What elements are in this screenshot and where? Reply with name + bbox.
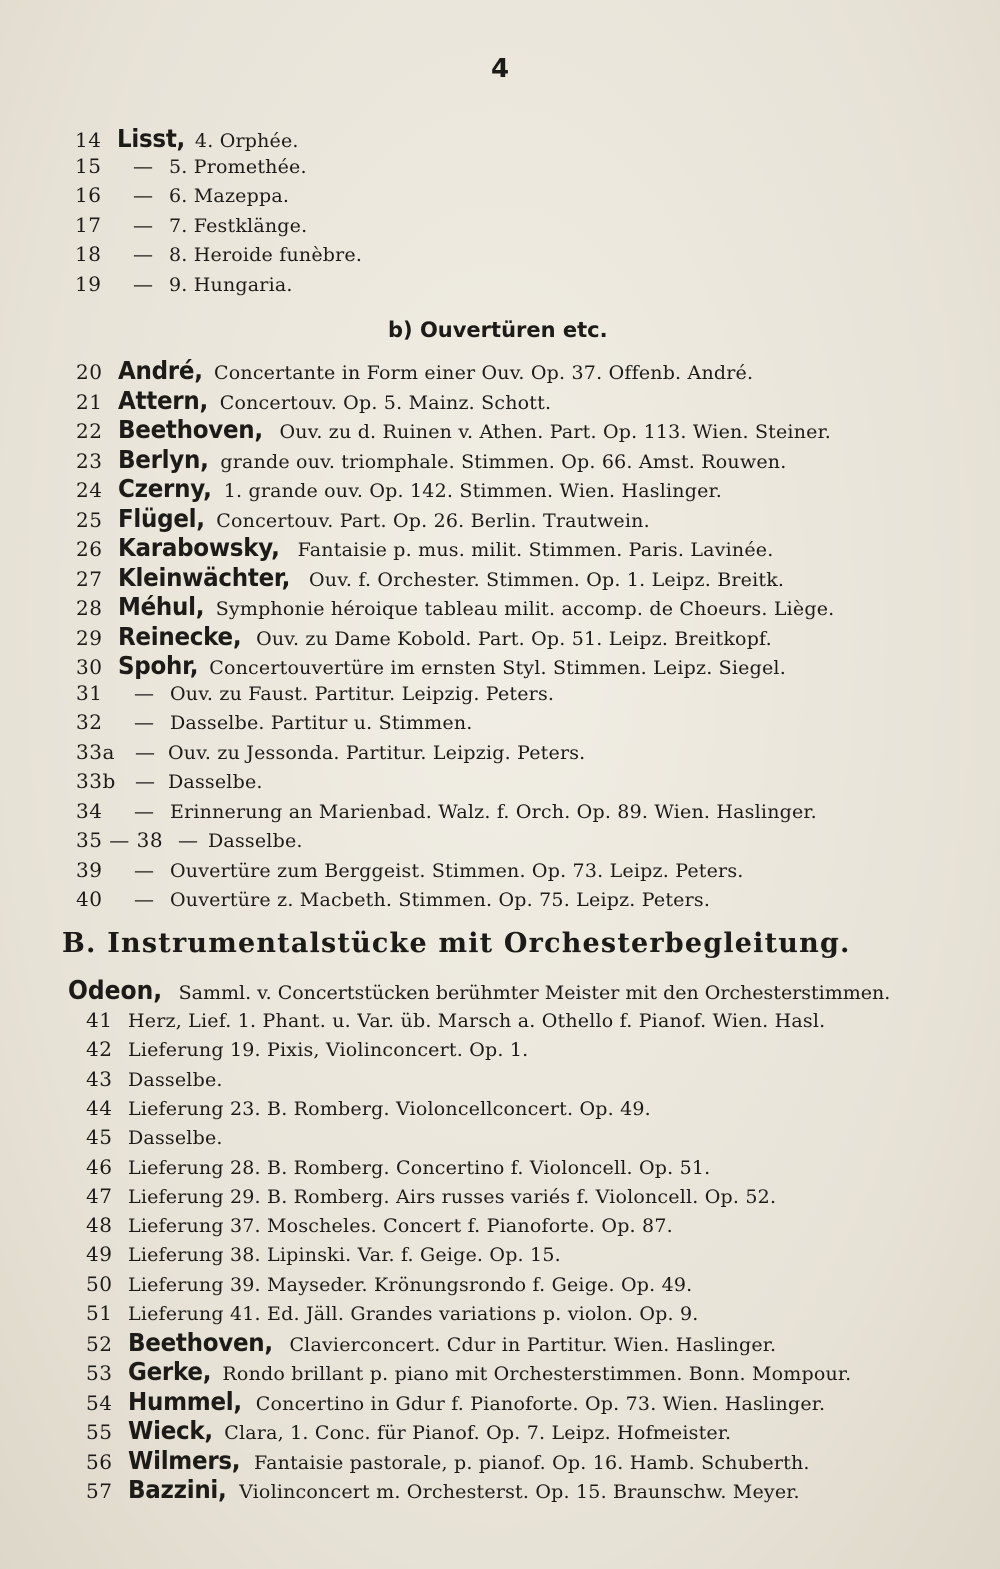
entry-description: Ouv. f. Orchester. Stimmen. Op. 1. Leipz. Breitk. [309, 568, 785, 591]
catalog-entry [0, 828, 1000, 858]
catalog-entry [0, 651, 1000, 681]
entry-number: 57 [86, 1479, 113, 1503]
entry-description: Dasselbe. Partitur u. Stimmen. [170, 712, 473, 734]
entry-number: 31 [76, 680, 103, 705]
entry-description: Lieferung 28. B. Romberg. Concertino f. Violoncell. Op. 51. [128, 1156, 711, 1179]
entry-number: 25 [76, 507, 103, 532]
entry-number: 50 [86, 1271, 113, 1296]
catalog-entry [0, 622, 1000, 652]
entry-number: 28 [76, 596, 103, 620]
entry-number: 19 [75, 271, 102, 296]
composer-name: Wilmers, [128, 1445, 241, 1475]
entry-number: 40 [76, 887, 103, 911]
entry-description: Ouv. zu d. Ruinen v. Athen. Part. Op. 113. Wien. Steiner. [279, 421, 832, 443]
entry-description: Clara, 1. Conc. für Pianof. Op. 7. Leipz. Hofmeister. [224, 1422, 732, 1445]
composer-name: Méhul, [118, 592, 205, 621]
entry-description: Concertante in Form einer Ouv. Op. 37. Offenb. André. [214, 362, 754, 384]
entry-description: Lieferung 19. Pixis, Violinconcert. Op. 1. [128, 1039, 529, 1062]
catalog-entry [0, 740, 1000, 770]
entry-description: Lieferung 39. Mayseder. Krönungsrondo f. Geige. Op. 49. [128, 1273, 693, 1296]
ditto-dash: — [135, 769, 155, 793]
catalog-entry [0, 563, 1000, 593]
entry-description: 7. Festklänge. [169, 214, 308, 237]
entry-number: 46 [86, 1154, 113, 1179]
catalog-entry [0, 272, 1000, 302]
entry-number: 48 [86, 1213, 113, 1238]
catalog-entry [0, 242, 1000, 272]
entry-description: Concertouvertüre im ernsten Styl. Stimmen. Leipz. Siegel. [209, 657, 786, 679]
catalog-entry [0, 1184, 1000, 1214]
catalog-entry [0, 592, 1000, 622]
odeon-entry [68, 976, 890, 1006]
entry-description: Ouv. zu Faust. Partitur. Leipzig. Peters. [170, 682, 555, 705]
catalog-entry [0, 1125, 1000, 1155]
composer-name: Karabowsky, [118, 533, 280, 562]
ditto-dash: — [134, 798, 154, 823]
catalog-entry [0, 1242, 1000, 1272]
entry-description: Fantaisie p. mus. milit. Stimmen. Paris. Lavinée. [297, 539, 774, 561]
catalog-entry [0, 1328, 1000, 1358]
catalog-entry [0, 386, 1000, 416]
entry-number: 26 [76, 537, 103, 561]
composer-name: André, [118, 356, 203, 385]
entry-description: Erinnerung an Marienbad. Walz. f. Orch. Op. 89. Wien. Haslinger. [170, 800, 817, 823]
composer-name: Flügel, [118, 503, 205, 533]
entry-number: 51 [86, 1301, 113, 1325]
entry-description: 1. grande ouv. Op. 142. Stimmen. Wien. Haslinger. [223, 480, 722, 502]
catalog-entry [0, 1272, 1000, 1302]
entry-description: Symphonie héroique tableau milit. accomp. de Choeurs. Liège. [215, 598, 835, 620]
entry-description: Concertino in Gdur f. Pianoforte. Op. 73. Wien. Haslinger. [255, 1392, 826, 1415]
ditto-dash: — [134, 887, 154, 911]
page-number: 4 [490, 54, 510, 84]
catalog-entry [0, 887, 1000, 917]
catalog-entry [0, 415, 1000, 445]
entry-description: Dasselbe. [208, 830, 303, 852]
entry-description: Rondo brillant p. piano mit Orchesterstimmen. Bonn. Mompour. [222, 1363, 852, 1386]
entry-description: Violinconcert m. Orchesterst. Op. 15. Braunschw. Meyer. [239, 1481, 800, 1503]
entry-description: Lieferung 29. B. Romberg. Airs russes variés f. Violoncell. Op. 52. [128, 1185, 777, 1208]
entry-description: Lieferung 23. B. Romberg. Violoncellconcert. Op. 49. [128, 1097, 651, 1120]
ditto-dash: — [134, 680, 154, 705]
ditto-dash: — [133, 212, 153, 237]
entry-number: 56 [86, 1449, 113, 1474]
entry-number: 52 [86, 1332, 113, 1356]
entry-number: 33b [76, 769, 116, 793]
catalog-entry [0, 445, 1000, 475]
catalog-entry [0, 858, 1000, 888]
ditto-dash: — [134, 710, 154, 734]
catalog-entry [0, 1213, 1000, 1243]
entry-number: 30 [76, 655, 103, 679]
entry-number: 39 [76, 857, 103, 882]
entry-description: Dasselbe. [128, 1127, 223, 1150]
ditto-dash: — [133, 242, 153, 266]
catalog-entry [0, 1008, 1000, 1038]
entry-description: 6. Mazeppa. [169, 185, 290, 207]
entry-description: Ouv. zu Jessonda. Partitur. Leipzig. Peters. [168, 741, 586, 764]
entry-number: 20 [76, 360, 103, 384]
entry-description: 8. Heroide funèbre. [169, 244, 363, 266]
entry-description: Clavierconcert. Cdur in Partitur. Wien. Haslinger. [289, 1334, 777, 1356]
catalog-entry [0, 1475, 1000, 1505]
entry-description: Lieferung 37. Moscheles. Concert f. Pianoforte. Op. 87. [128, 1215, 673, 1238]
entry-number: 21 [76, 389, 103, 414]
entry-description: Dasselbe. [128, 1068, 223, 1091]
ditto-dash: — [133, 153, 153, 178]
catalog-entry [0, 474, 1000, 504]
entry-description: Ouv. zu Dame Kobold. Part. Op. 51. Leipz. Breitkopf. [256, 627, 772, 650]
entry-number: 55 [86, 1420, 113, 1445]
catalog-entry [0, 1301, 1000, 1331]
catalog-entry [0, 1416, 1000, 1446]
section-b-title: B. Instrumentalstücke mit Orchesterbegleitung. [62, 928, 851, 959]
composer-name: Berlyn, [118, 444, 209, 474]
catalog-entry [0, 213, 1000, 243]
entry-description: Dasselbe. [168, 771, 263, 793]
entry-number: 15 [75, 153, 102, 178]
composer-name: Attern, [118, 385, 208, 415]
catalog-entry [0, 124, 1000, 154]
entry-number: 18 [75, 242, 102, 266]
entry-description: Concertouv. Op. 5. Mainz. Schott. [219, 391, 552, 414]
entry-description: Lieferung 41. Ed. Jäll. Grandes variations p. violon. Op. 9. [128, 1303, 699, 1325]
catalog-entry [0, 1096, 1000, 1126]
catalog-entry [0, 710, 1000, 740]
composer-name: Bazzini, [128, 1475, 227, 1504]
catalog-entry [0, 799, 1000, 829]
composer-name: Reinecke, [118, 621, 242, 651]
entry-description: grande ouv. triomphale. Stimmen. Op. 66. Amst. Rouwen. [220, 450, 787, 473]
entry-description: Ouvertüre zum Berggeist. Stimmen. Op. 73. Leipz. Peters. [170, 859, 744, 882]
odeon-name: Odeon, [68, 976, 163, 1006]
entry-description: Fantaisie pastorale, p. pianof. Op. 16. Hamb. Schuberth. [254, 1451, 810, 1474]
entry-number: 29 [76, 625, 103, 650]
entry-number: 47 [86, 1183, 113, 1208]
entry-number: 35 — 38 [76, 828, 164, 852]
entry-description: Herz, Lief. 1. Phant. u. Var. üb. Marsch a. Othello f. Pianof. Wien. Hasl. [128, 1010, 826, 1032]
catalog-entry [0, 681, 1000, 711]
catalog-entry [0, 154, 1000, 184]
catalog-entry [0, 1357, 1000, 1387]
catalog-entry [0, 1037, 1000, 1067]
catalog-entry [0, 533, 1000, 563]
composer-name: Gerke, [128, 1357, 212, 1387]
entry-number: 54 [86, 1390, 113, 1415]
entry-number: 45 [86, 1125, 113, 1150]
catalog-entry [0, 1446, 1000, 1476]
entry-description: 5. Promethée. [169, 155, 307, 178]
catalog-entry [0, 1067, 1000, 1097]
composer-name: Wieck, [128, 1416, 213, 1446]
entry-number: 23 [76, 448, 103, 473]
catalog-entry [0, 356, 1000, 386]
composer-name: Beethoven, [118, 415, 263, 444]
entry-number: 32 [76, 710, 103, 734]
odeon-description: Samml. v. Concertstücken berühmter Meister mit den Orchesterstimmen. [178, 982, 891, 1004]
entry-number: 34 [76, 798, 103, 823]
entry-number: 27 [76, 566, 103, 591]
entry-number: 24 [76, 478, 103, 502]
entry-number: 14 [75, 128, 102, 152]
catalog-entry [0, 504, 1000, 534]
entry-number: 42 [86, 1037, 113, 1062]
entry-number: 53 [86, 1361, 113, 1386]
composer-name: Hummel, [128, 1386, 242, 1416]
entry-number: 33a [76, 739, 115, 764]
composer-name: Czerny, [118, 474, 212, 503]
entry-number: 44 [86, 1095, 113, 1120]
entry-number: 17 [75, 212, 102, 237]
ditto-dash: — [133, 271, 153, 296]
entry-number: 16 [75, 183, 102, 207]
composer-name: Lisst, [117, 124, 186, 153]
catalog-entry [0, 1387, 1000, 1417]
catalog-entry [0, 183, 1000, 213]
composer-name: Spohr, [118, 651, 199, 680]
entry-description: 9. Hungaria. [169, 273, 293, 296]
ditto-dash: — [178, 828, 198, 852]
entry-description: Lieferung 38. Lipinski. Var. f. Geige. Op. 15. [128, 1244, 561, 1267]
entry-number: 22 [76, 419, 103, 443]
catalog-entry [0, 769, 1000, 799]
entry-number: 49 [86, 1242, 113, 1267]
subheading-overtures: b) Ouvertüren etc. [388, 318, 608, 342]
entry-description: Ouvertüre z. Macbeth. Stimmen. Op. 75. Leipz. Peters. [170, 889, 711, 911]
entry-description: 4. Orphée. [194, 130, 299, 152]
ditto-dash: — [133, 183, 153, 207]
catalog-entry [0, 1155, 1000, 1185]
entry-number: 41 [86, 1008, 113, 1032]
entry-number: 43 [86, 1066, 113, 1091]
composer-name: Kleinwächter, [118, 562, 291, 592]
composer-name: Beethoven, [128, 1328, 273, 1357]
ditto-dash: — [135, 739, 155, 764]
entry-description: Concertouv. Part. Op. 26. Berlin. Trautwein. [216, 509, 650, 532]
ditto-dash: — [134, 857, 154, 882]
